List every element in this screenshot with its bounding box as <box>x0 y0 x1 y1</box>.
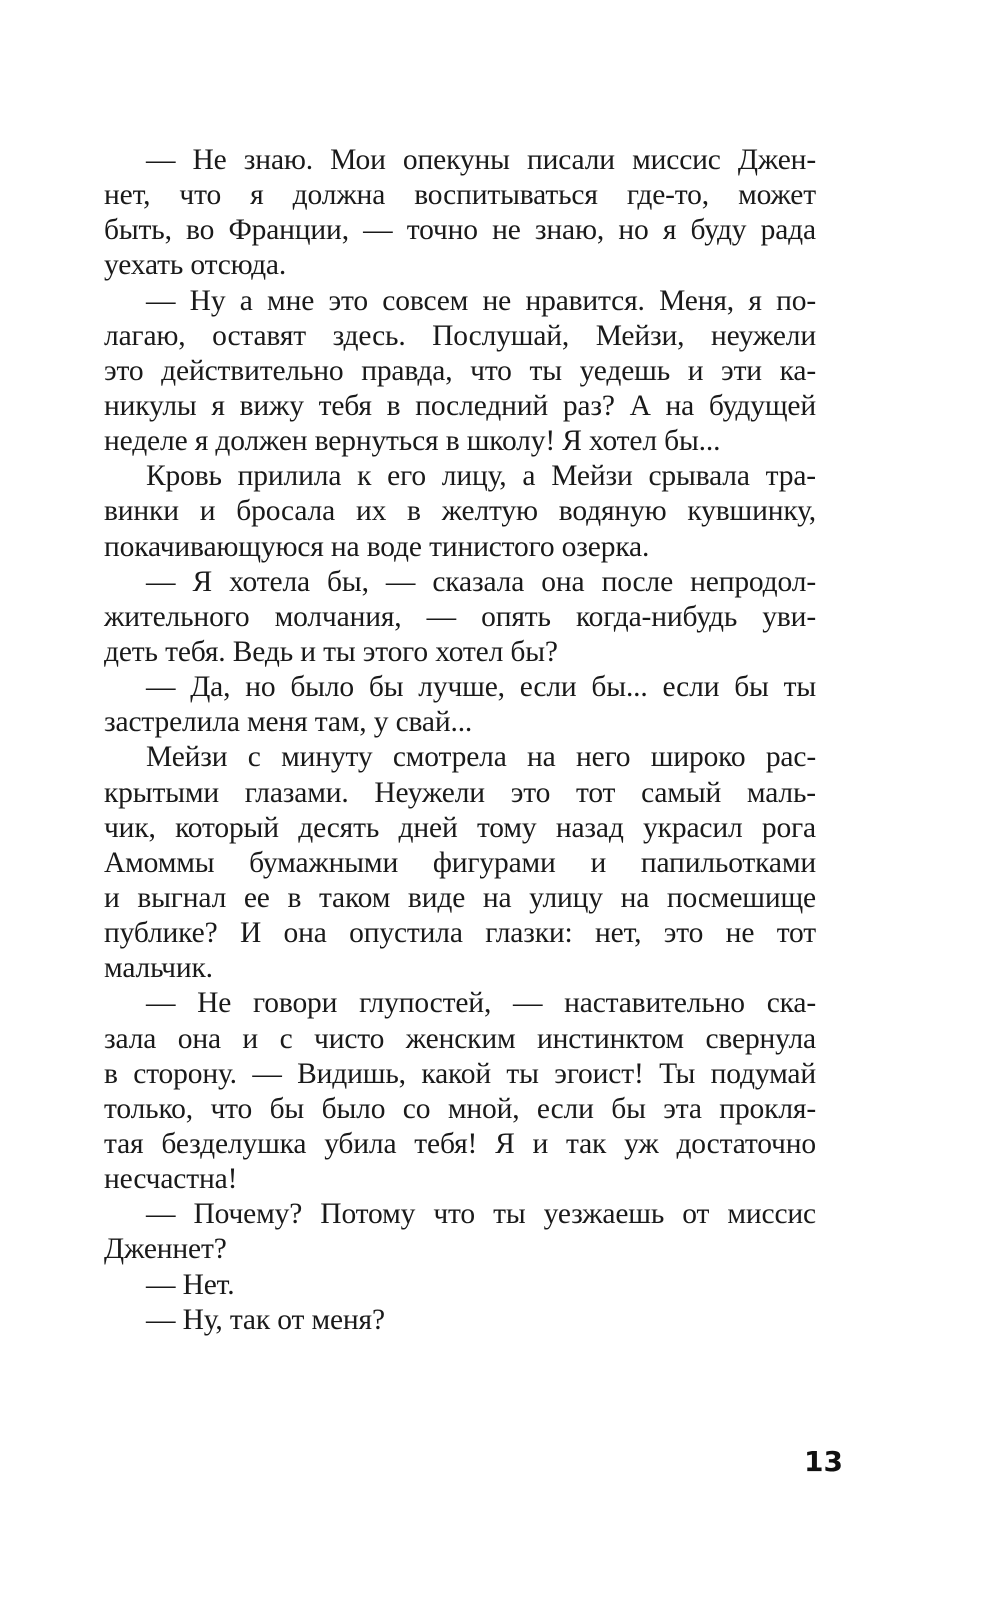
text-line: лагаю, оставят здесь. Послушай, Мейзи, неужели <box>104 319 816 352</box>
text-line: — Не говори глупостей, — наставительно ска- <box>146 987 816 1020</box>
page-number: 13 <box>804 1445 843 1478</box>
text-line: покачивающуюся на воде тинистого озерка. <box>104 530 650 563</box>
text-line: винки и бросала их в желтую водяную кувшинку, <box>104 495 816 528</box>
text-line: — Почему? Потому что ты уезжаешь от миссис <box>146 1198 816 1231</box>
text-line: деть тебя. Ведь и ты этого хотел бы? <box>104 635 558 668</box>
text-line: быть, во Франции, — точно не знаю, но я буду рада <box>104 214 816 247</box>
text-line: Дженнет? <box>104 1233 227 1266</box>
text-line: — Я хотела бы, — сказала она после непродол- <box>146 565 816 598</box>
text-line: в сторону. — Видишь, какой ты эгоист! Ты подумай <box>104 1057 816 1090</box>
text-line: Кровь прилила к его лицу, а Мейзи срывала тра- <box>146 460 816 493</box>
text-line: никулы я вижу тебя в последний раз? А на будущей <box>104 389 816 422</box>
text-line: Амоммы бумажными фигурами и папильотками <box>104 846 816 879</box>
text-line: зала она и с чисто женским инстинктом свернула <box>104 1022 816 1055</box>
text-line: и выгнал ее в таком виде на улицу на посмешище <box>104 881 816 914</box>
text-line: несчастна! <box>104 1163 238 1196</box>
text-line: публике? И она опустила глазки: нет, это не тот <box>104 917 816 950</box>
text-line: нет, что я должна воспитываться где-то, может <box>104 179 816 212</box>
text-line: — Ну а мне это совсем не нравится. Меня, я по- <box>146 284 816 317</box>
text-line: уехать отсюда. <box>104 249 287 282</box>
text-line: жительного молчания, — опять когда-нибудь уви- <box>104 600 816 633</box>
text-line: — Ну, так от меня? <box>146 1303 385 1336</box>
text-line: крытыми глазами. Неужели это тот самый маль- <box>104 776 816 809</box>
text-line: это действительно правда, что ты уедешь и эти ка- <box>104 354 816 387</box>
text-line: застрелила меня там, у свай... <box>104 706 473 739</box>
text-line: — Нет. <box>146 1268 235 1301</box>
text-line: — Да, но было бы лучше, если бы... если бы ты <box>146 671 816 704</box>
text-line: — Не знаю. Мои опекуны писали миссис Джен- <box>146 144 816 176</box>
text-line: тая безделушка убила тебя! Я и так уж достаточно <box>104 1127 816 1160</box>
text-line: только, что бы было со мной, если бы эта прокля- <box>104 1092 816 1125</box>
text-line: неделе я должен вернуться в школу! Я хотел бы... <box>104 425 721 458</box>
text-line: чик, который десять дней тому назад украсил рога <box>104 811 816 844</box>
text-line: Мейзи с минуту смотрела на него широко рас- <box>146 741 816 774</box>
body-text <box>104 143 816 1338</box>
text-line: мальчик. <box>104 952 213 985</box>
